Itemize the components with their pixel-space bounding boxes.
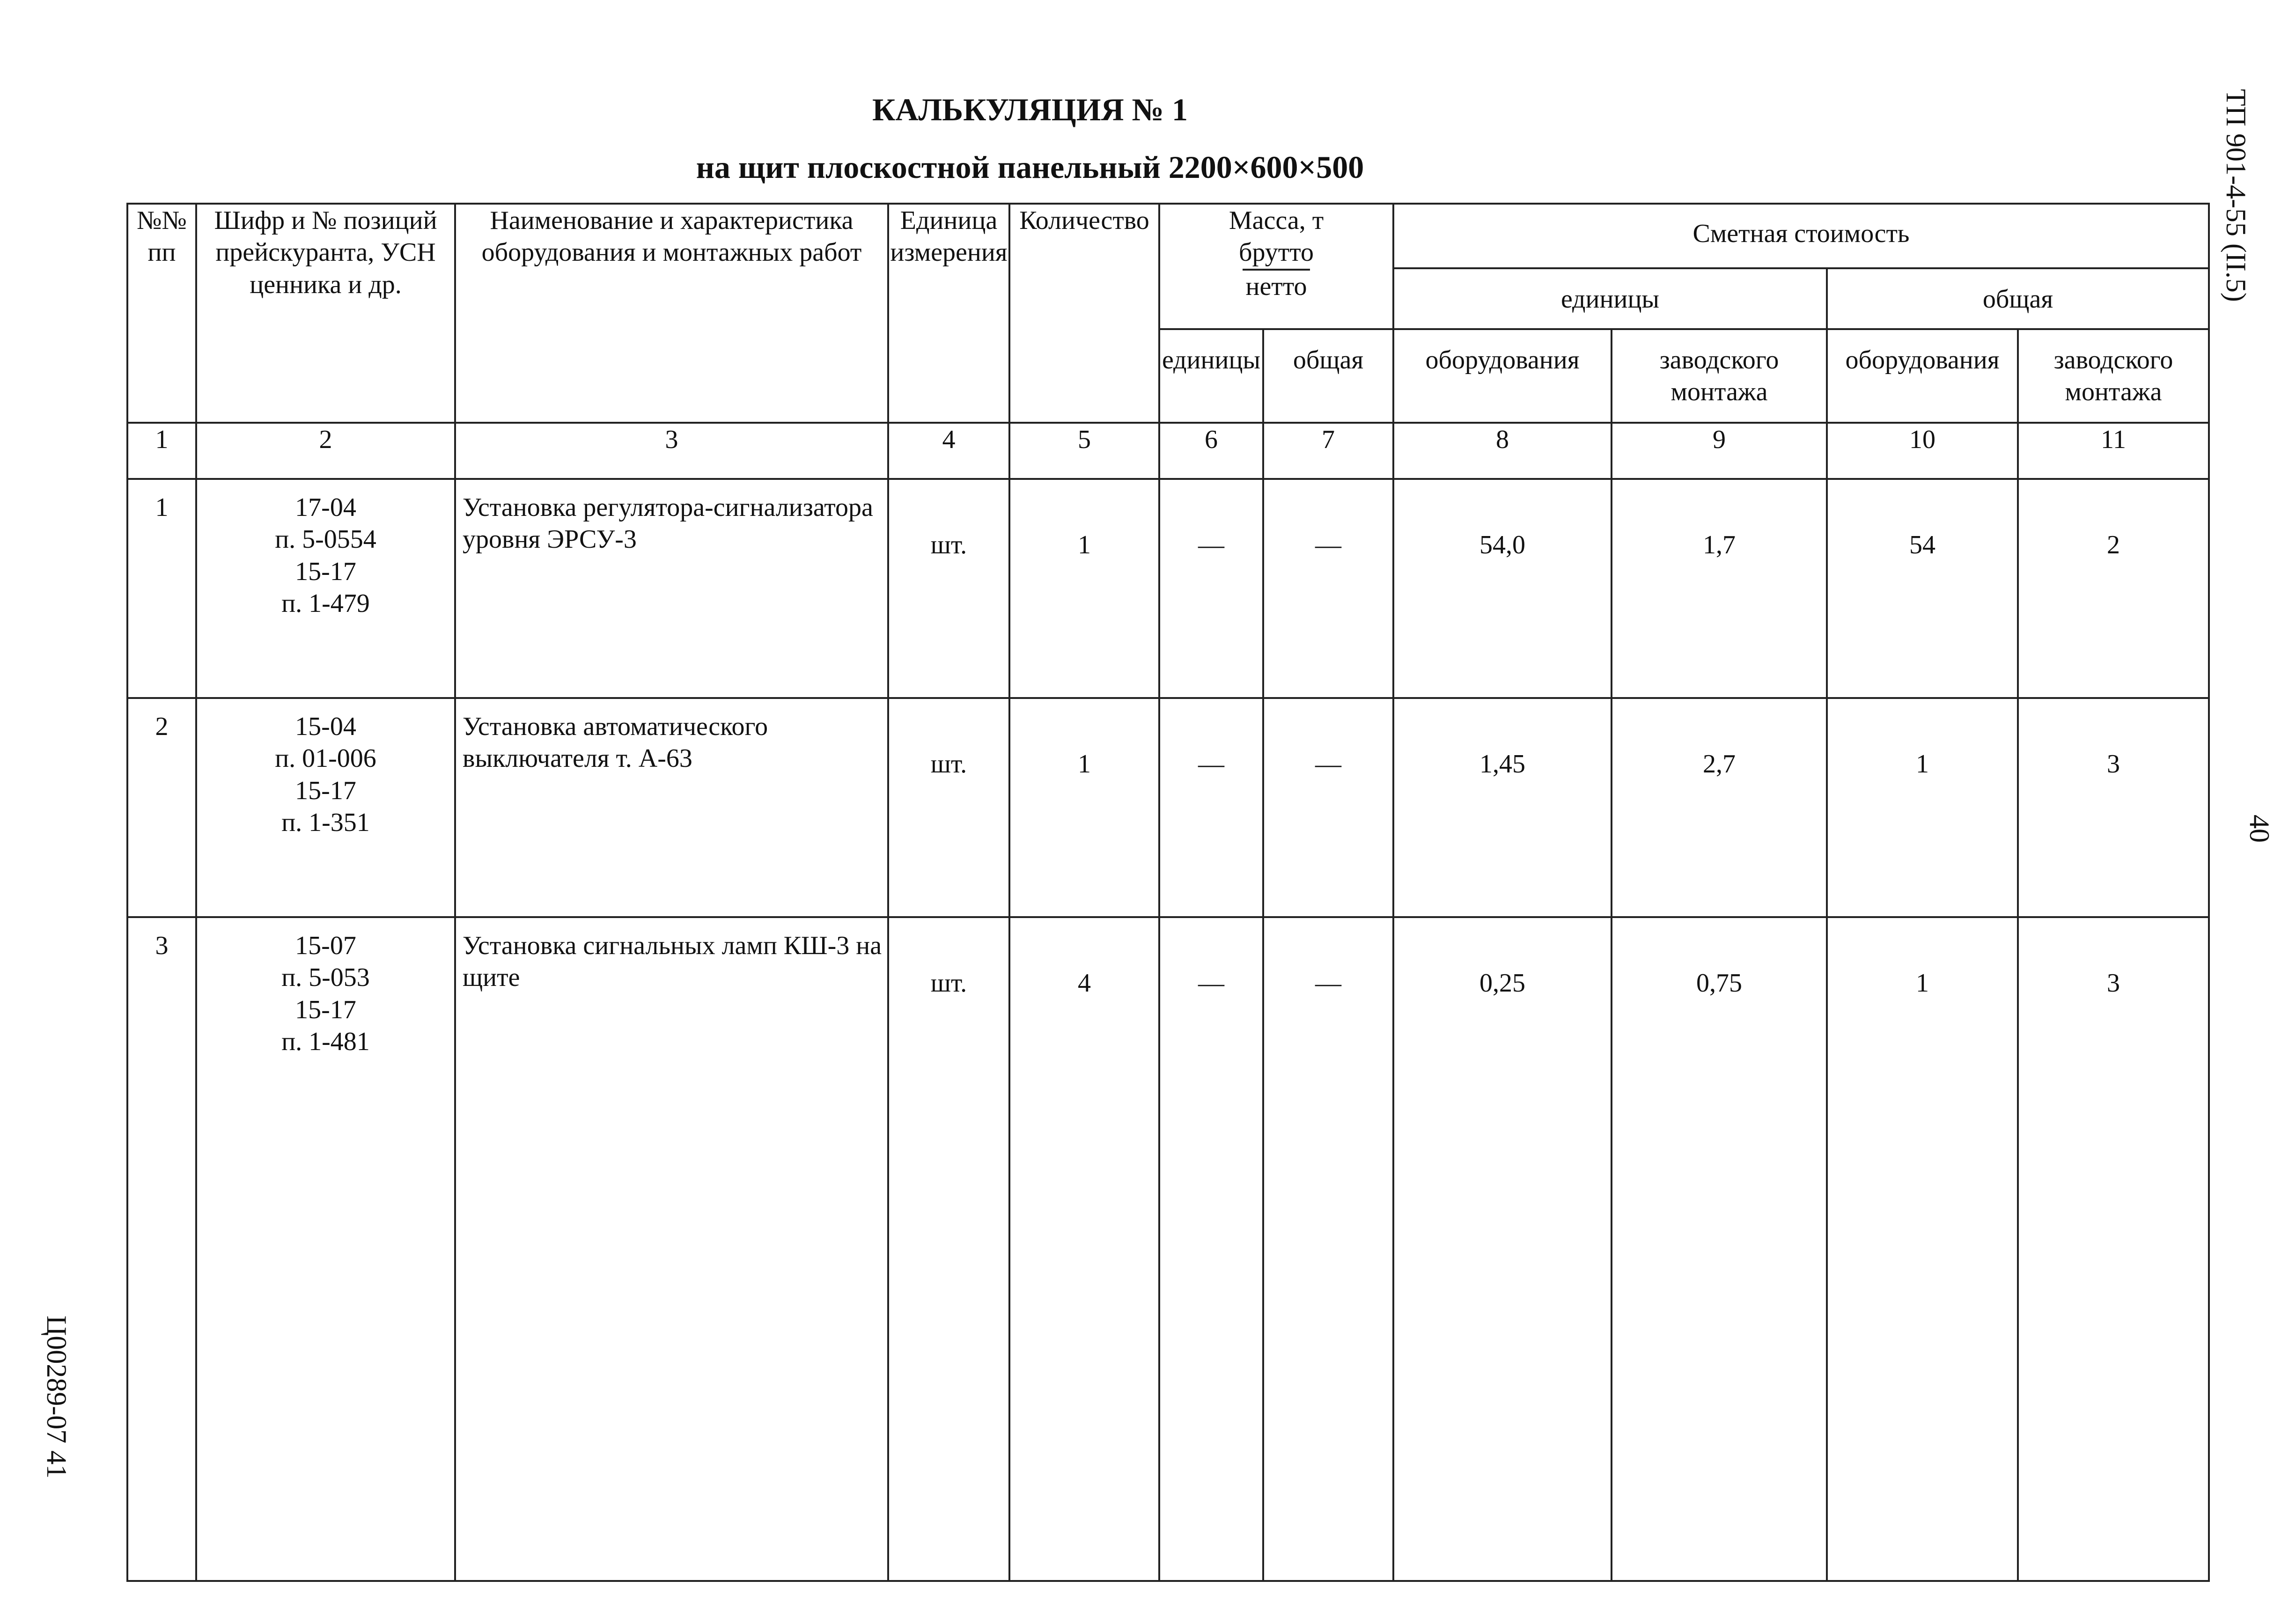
header-row-number: №№ пп: [127, 204, 196, 423]
quantity: 1: [1009, 698, 1159, 917]
column-number: 2: [196, 423, 455, 479]
code-line: 15-17: [295, 995, 356, 1024]
code-line: п. 5-053: [281, 963, 370, 992]
calculation-table: [126, 203, 2210, 1582]
item-name: Установка автоматического выключателя т. А-63: [455, 698, 888, 917]
mass-unit: —: [1159, 698, 1263, 917]
header-mass: [1159, 204, 1393, 329]
mass-total: —: [1263, 917, 1393, 1581]
cost-total-equipment: 1: [1827, 917, 2018, 1581]
column-number: 9: [1612, 423, 1827, 479]
code-line: п. 1-351: [281, 808, 370, 837]
price-code: [196, 479, 455, 698]
left-margin-code: Ц00289-07 41: [41, 1316, 72, 1479]
table-row: [127, 698, 2209, 917]
cost-total-installation: 3: [2018, 917, 2209, 1581]
cost-unit-equipment: 54,0: [1393, 479, 1612, 698]
header-price-code: Шифр и № позиций прейскуранта, УСН ценника и др.: [196, 204, 455, 423]
header-unit: Единица измерения: [888, 204, 1009, 423]
table-row: [127, 917, 2209, 1581]
header-mass-total: общая: [1263, 329, 1393, 423]
cost-unit-equipment: 1,45: [1393, 698, 1612, 917]
quantity: 4: [1009, 917, 1159, 1581]
header-estimated-cost: Сметная стоимость: [1393, 204, 2209, 268]
mass-unit: —: [1159, 479, 1263, 698]
column-number: 5: [1009, 423, 1159, 479]
cost-total-equipment: 1: [1827, 698, 2018, 917]
code-line: 15-17: [295, 776, 356, 805]
header-cost-total: общая: [1827, 268, 2209, 329]
price-code: [196, 698, 455, 917]
item-name: Установка регулятора-сигнализатора уровня ЭРСУ-3: [455, 479, 888, 698]
code-line: п. 01-006: [275, 744, 376, 773]
header-mass-unit: единицы: [1159, 329, 1263, 423]
row-number: 1: [127, 479, 196, 698]
side-document-code: ТП 901-4-55 (II.5): [2221, 89, 2252, 302]
side-page-number: 40: [2244, 815, 2275, 843]
document-subtitle: на щит плоскостной панельный 2200×600×500: [696, 149, 1364, 185]
cost-unit-installation: 1,7: [1612, 479, 1827, 698]
column-number: 3: [455, 423, 888, 479]
price-code: [196, 917, 455, 1581]
table-row: [127, 479, 2209, 698]
code-line: п. 1-481: [281, 1027, 370, 1056]
code-line: п. 5-0554: [275, 525, 376, 554]
row-number: 3: [127, 917, 196, 1581]
header-name: Наименование и характеристика оборудования и монтажных работ: [455, 204, 888, 423]
cost-unit-equipment: 0,25: [1393, 917, 1612, 1581]
mass-total: —: [1263, 698, 1393, 917]
mass-total: —: [1263, 479, 1393, 698]
header-unit-equipment: оборудования: [1393, 329, 1612, 423]
header-total-installation: заводского монтажа: [2018, 329, 2209, 423]
code-line: п. 1-479: [281, 588, 370, 618]
header-cost-per-unit: единицы: [1393, 268, 1827, 329]
column-number: 4: [888, 423, 1009, 479]
unit: шт.: [888, 479, 1009, 698]
unit: шт.: [888, 917, 1009, 1581]
cost-total-installation: 2: [2018, 479, 2209, 698]
document-title: КАЛЬКУЛЯЦИЯ № 1: [872, 92, 1188, 127]
cost-total-equipment: 54: [1827, 479, 2018, 698]
header-mass-label: Масса, т: [1229, 206, 1324, 235]
column-number: 7: [1263, 423, 1393, 479]
item-name: Установка сигнальных ламп КШ-3 на щите: [455, 917, 888, 1581]
code-line: 15-07: [295, 931, 356, 960]
column-number: 8: [1393, 423, 1612, 479]
column-number: 11: [2018, 423, 2209, 479]
cost-unit-installation: 0,75: [1612, 917, 1827, 1581]
code-line: 17-04: [295, 493, 356, 522]
header-mass-net: нетто: [1243, 269, 1310, 302]
code-line: 15-04: [295, 712, 356, 741]
header-total-equipment: оборудования: [1827, 329, 2018, 423]
cost-unit-installation: 2,7: [1612, 698, 1827, 917]
header-mass-gross: брутто: [1239, 238, 1314, 267]
row-number: 2: [127, 698, 196, 917]
header-quantity: Количество: [1009, 204, 1159, 423]
header-unit-installation: заводского монтажа: [1612, 329, 1827, 423]
mass-unit: —: [1159, 917, 1263, 1581]
quantity: 1: [1009, 479, 1159, 698]
code-line: 15-17: [295, 557, 356, 586]
unit: шт.: [888, 698, 1009, 917]
column-number-row: [127, 423, 2209, 479]
column-number: 10: [1827, 423, 2018, 479]
column-number: 1: [127, 423, 196, 479]
cost-total-installation: 3: [2018, 698, 2209, 917]
column-number: 6: [1159, 423, 1263, 479]
